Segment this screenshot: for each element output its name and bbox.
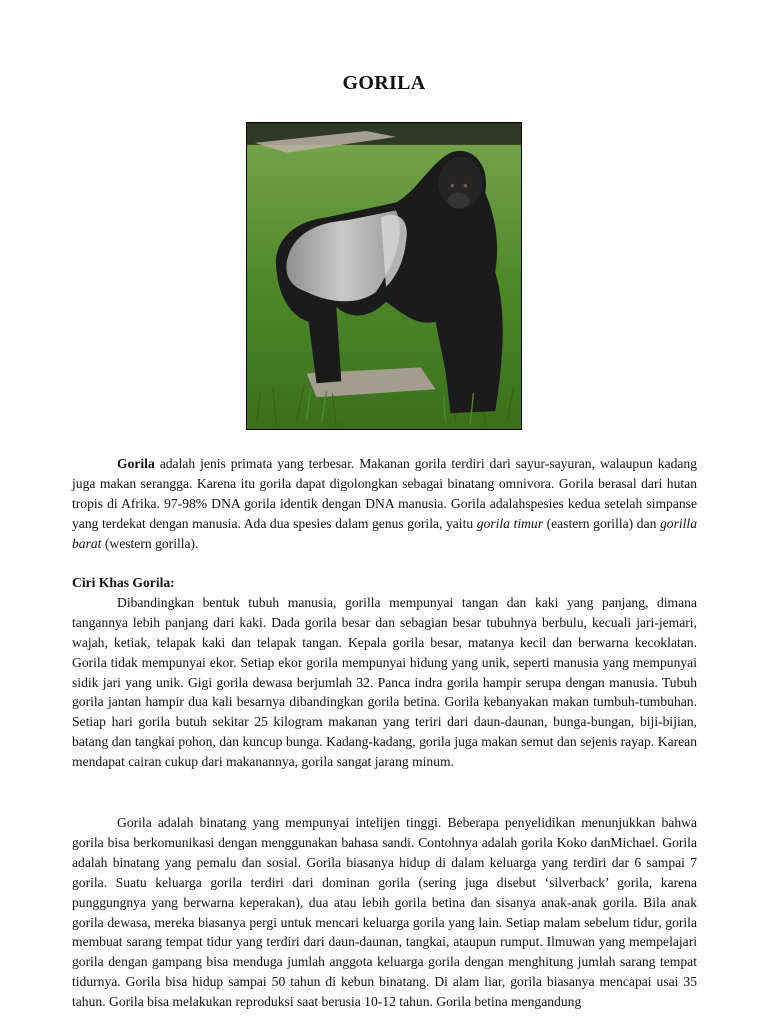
behavior-paragraph-block	[72, 813, 697, 1012]
characteristics-paragraph: Dibandingkan bentuk tubuh manusia, gorilla mempunyai tangan dan kaki yang panjang, dimana tangannya lebih panjang dari kaki. Dada gorila besar dan sebagian besar tubuhnya berbulu, kecuali jari-jemari, wajah, ketiak, telapak kaki dan telapak tangan. Kepala gorila besar, matanya kecil dan berwarna kecoklatan. Gorila tidak mempunyai ekor. Setiap ekor gorila mempunyai hidung yang unik, seperti manusia yang mempunyai sidik jari yang unik. Gigi gorila dewasa berjumlah 32. Panca indra gorila hampir serupa dengan manusia. Tubuh gorila jantan hampir dua kali besarnya dibandingkan gorila betina. Gorila kebanyakan makan tumbuh-tumbuhan. Setiap hari gorila butuh sekitar 25 kilogram makanan yang teriri dari daun-daunan, bunga-bungan, biji-bijian, batang dan tangkai pohon, dan kuncup bunga. Kadang-kadang, gorila juga makan semut dan sejenis rayap. Karean mendapat cairan cukup dari makanannya, gorila sangat jarang minum.	[72, 594, 697, 770]
intro-text-a: adalah jenis primata yang terbesar. Makanan gorila terdiri dari sayur-sayuran, walaupun kadang juga makan serangga. Karena itu gorila dapat digolongkan sebagai binatang omnivora. Gorila berasal dari hutan tropis di Afrika. 97-98% DNA gorila identik dengan DNA manusia. Gorila adalahspesies kedua setelah simpanse yang terdekat dengan manusia. Ada dua spesies dalam genus gorila, yaitu	[72, 456, 697, 531]
intro-bold-lead: Gorila	[117, 456, 155, 471]
intro-paragraph	[72, 454, 697, 554]
intro-italic-western: gorilla barat	[72, 515, 697, 551]
page-title: GORILA	[342, 72, 426, 94]
intro-italic-eastern: gorila timur	[476, 515, 544, 531]
behavior-paragraph: Gorila adalah binatang yang mempunyai intelijen tinggi. Beberapa penyelidikan menunjukkan bahwa gorila bisa berkomunikasi dengan menggunakan bahasa sandi. Contohnya adalah gorila Koko danMichael. Gorila adalah binatang yang pemalu dan sosial. Gorila biasanya hidup di dalam keluarga yang terdiri dar 6 sampai 7 gorila. Suatu keluarga gorila terdiri dari dominan gorila (sering juga disebut ‘silverback’ gorila, karena punggungnya yang berwarna keperakan), dua atau lebih gorila betina dan sisanya anak-anak gorila. Bila anak gorila dewasa, mereka biasanya pergi untuk mencari keluarga gorila yang lain. Setiap malam sebelum tidur, gorila membuat sarang tempat tidur yang terdiri dari daun-daunan, tangkai, ataupun rumput. Ilmuwan yang mempelajari gorila dengan gampang bisa menduga jumlah anggota keluarga gorila dengan menghitung jumlah sarang tempat tidurnya. Gorila bisa hidup sampai 50 tahun di kebun binatang. Di alam liar, gorila biasanya mencapai usai 35 tahun. Gorila bisa melakukan reproduksi saat berusia 10-12 tahun. Gorila betina mengandung	[72, 815, 697, 1010]
characteristics-section	[72, 573, 697, 772]
section-heading: Ciri Khas Gorila:	[72, 575, 175, 590]
intro-text-b: (eastern gorilla) dan	[543, 515, 660, 531]
intro-text-c: (western gorilla).	[101, 535, 199, 551]
gorilla-photo	[246, 122, 522, 430]
